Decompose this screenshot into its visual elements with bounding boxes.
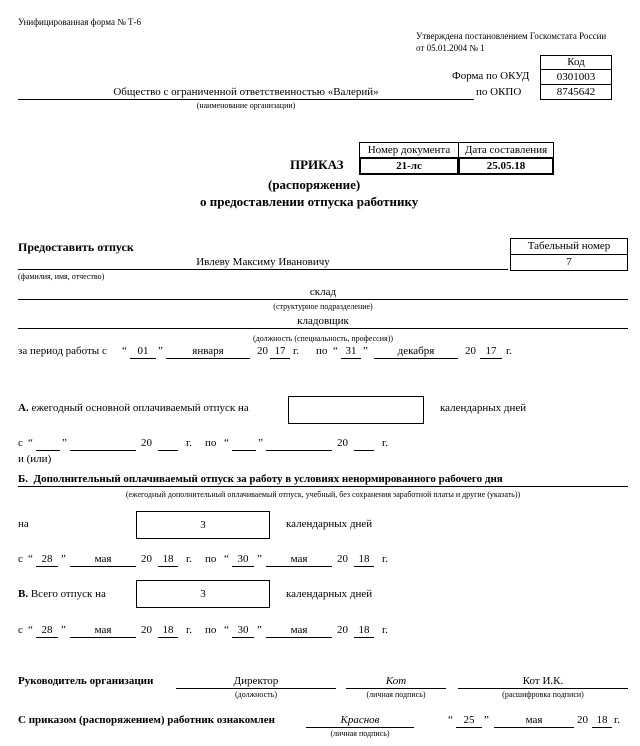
org-caption: (наименование организации)	[196, 101, 296, 110]
section-v-from-day: 28	[41, 624, 53, 636]
section-v-from-month: мая	[94, 624, 112, 636]
okud-value: 0301003	[556, 71, 596, 83]
approved-line1: Утверждена постановлением Госкомстата России	[416, 31, 607, 41]
section-b-from-day: 28	[41, 553, 53, 565]
doc-num-label: Номер документа	[367, 144, 451, 156]
section-a-days-label: календарных дней	[440, 402, 527, 414]
position-caption: (должность (специальность, профессия))	[253, 334, 393, 343]
ack-day: 25	[463, 714, 475, 726]
head-name: Кот И.К.	[522, 675, 564, 687]
head-label: Руководитель организации	[18, 675, 154, 687]
approved-line2: от 05.01.2004 № 1	[416, 43, 485, 53]
position: кладовщик	[297, 315, 349, 327]
ack-signature-caption: (личная подпись)	[330, 729, 390, 738]
department-caption: (структурное подразделение)	[273, 302, 373, 311]
section-v-to-year: 18	[358, 624, 370, 636]
section-a-text: А. ежегодный основной оплачиваемый отпуск на	[18, 402, 249, 414]
okpo-label: по ОКПО	[476, 86, 522, 98]
section-b-from-year: 18	[162, 553, 174, 565]
section-v-days-box	[136, 580, 270, 608]
section-b-days: 3	[200, 519, 206, 531]
ack-signature: Краснов	[340, 714, 380, 726]
code-label: Код	[567, 56, 585, 68]
section-b-caption: (ежегодный дополнительный оплачиваемый отпуск, учебный, без сохранения заработной платы и другие (указать))	[125, 490, 521, 499]
section-b-from-month: мая	[94, 553, 112, 565]
section-v-text: В. Всего отпуск на	[18, 588, 106, 600]
ack-label: С приказом (распоряжением) работник ознакомлен	[18, 714, 275, 726]
head-position: Директор	[233, 675, 279, 687]
tab-label-cell	[510, 238, 628, 255]
order-subtitle: (распоряжение)	[268, 177, 361, 192]
section-b-to-year: 18	[358, 553, 370, 565]
period-to-month: декабря	[397, 345, 435, 357]
period-to-year: 17	[485, 345, 497, 357]
tab-number-cell	[510, 254, 628, 271]
period-from-day: 01	[137, 345, 149, 357]
section-v-days: 3	[200, 588, 206, 600]
period-from-year: 17	[274, 345, 286, 357]
section-v-to-day: 30	[237, 624, 249, 636]
tab-number: 7	[566, 256, 572, 268]
section-b-to-day: 30	[237, 553, 249, 565]
doc-date-label-cell	[458, 142, 554, 158]
department: склад	[309, 286, 337, 298]
doc-num: 21-лс	[396, 160, 422, 172]
doc-date-label: Дата составления	[464, 144, 548, 156]
ack-year: 18	[596, 714, 608, 726]
ack-month: мая	[525, 714, 543, 726]
section-b-title: Б. Дополнительный оплачиваемый отпуск за работу в условиях ненормированного рабочего дня	[18, 473, 503, 485]
name-caption: (фамилия, имя, отчество)	[18, 272, 105, 281]
okpo-cell	[540, 84, 612, 100]
section-a-or: и (или)	[18, 453, 52, 465]
doc-num-label-cell	[359, 142, 459, 158]
period-to-day: 31	[345, 345, 357, 357]
head-signature-caption: (личная подпись)	[366, 690, 426, 699]
doc-num-cell	[359, 157, 459, 175]
tab-label: Табельный номер	[527, 240, 611, 252]
doc-date: 25.05.18	[486, 160, 526, 172]
form-name: Унифицированная форма № Т-6	[18, 17, 142, 27]
period-to-label: по	[316, 345, 328, 357]
period-from-month: января	[192, 345, 224, 357]
section-v-from-year: 18	[162, 624, 174, 636]
code-header-cell	[540, 55, 612, 70]
okud-label: Форма по ОКУД	[452, 70, 530, 82]
okpo-value: 8745642	[556, 86, 596, 98]
head-position-caption: (должность)	[235, 690, 277, 699]
head-name-caption: (расшифровка подписи)	[502, 690, 584, 699]
org-name: Общество с ограниченной ответственностью «Валерий»	[113, 86, 379, 98]
head-signature: Кот	[385, 675, 407, 687]
employee-name: Ивлеву Максиму Ивановичу	[196, 256, 330, 268]
section-b-to-month: мая	[290, 553, 308, 565]
period-label: за период работы с	[18, 345, 107, 357]
section-v-to-month: мая	[290, 624, 308, 636]
order-purpose: о предоставлении отпуска работнику	[200, 194, 419, 209]
section-a-days-box	[288, 396, 424, 424]
doc-date-cell	[458, 157, 554, 175]
section-b-days-box	[136, 511, 270, 539]
okud-cell	[540, 69, 612, 85]
order-title: ПРИКАЗ	[290, 157, 344, 172]
grant-label: Предоставить отпуск	[18, 240, 134, 254]
